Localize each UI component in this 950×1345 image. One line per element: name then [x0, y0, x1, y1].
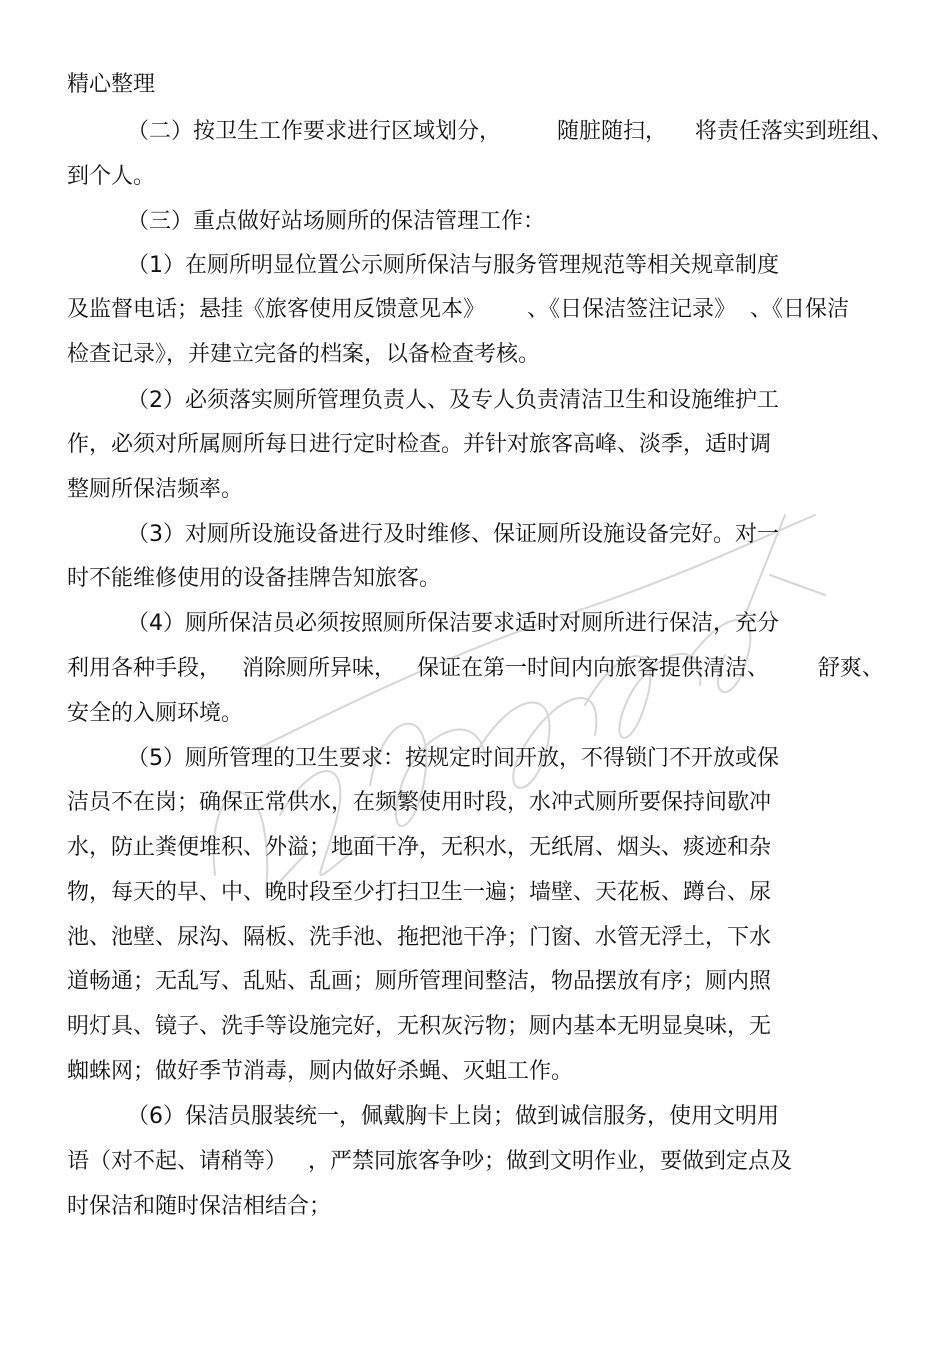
paragraph-line: 时保洁和随时保洁相结合； — [67, 1194, 332, 1219]
paragraph-line: 利用各种手段， 消除厕所异味， 保证在第一时间内向旅客提供清洁、 舒爽、 — [67, 656, 884, 681]
paragraph-line: 检查记录》，并建立完备的档案，以备检查考核。 — [67, 342, 541, 367]
paragraph-line: （三）重点做好站场厕所的保洁管理工作： — [127, 209, 546, 234]
paragraph-line: 作，必须对所属厕所每日进行定时检查。并针对旅客高峰、淡季，适时调 — [67, 432, 772, 457]
paragraph-line: 洁员不在岗；确保正常供水，在频繁使用时段，水冲式厕所要保持间歇冲 — [67, 790, 772, 815]
paragraph-line: 整厕所保洁频率。 — [67, 477, 244, 502]
paragraph-line: （4）厕所保洁员必须按照厕所保洁要求适时对厕所进行保洁，充分 — [127, 611, 779, 636]
paragraph-line: 蜘蛛网；做好季节消毒，厕内做好杀蝇、灭蛆工作。 — [67, 1059, 574, 1084]
paragraph-line: 物，每天的早、中、晚时段至少打扫卫生一遍；墙壁、天花板、蹲台、尿 — [67, 880, 772, 905]
paragraph-line: 时不能维修使用的设备挂牌告知旅客。 — [67, 566, 442, 591]
paragraph-line: 道畅通；无乱写、乱贴、乱画；厕所管理间整洁，物品摆放有序；厕内照 — [67, 969, 772, 994]
paragraph-line: （5）厕所管理的卫生要求：按规定时间开放，不得锁门不开放或保 — [127, 746, 779, 771]
paragraph-line: 安全的入厕环境。 — [67, 701, 244, 726]
paragraph-line: 到个人。 — [67, 164, 156, 189]
paragraph-line: （6）保洁员服装统一，佩戴胸卡上岗；做到诚信服务，使用文明用 — [127, 1104, 779, 1129]
paragraph-line: 语（对不起、请稍等） ，严禁同旅客争吵；做到文明作业，要做到定点及 — [67, 1149, 792, 1174]
paragraph-line: （2）必须落实厕所管理负责人、及专人负责清洁卫生和设施维护工 — [127, 388, 779, 413]
paragraph-line: 明灯具、镜子、洗手等设施完好，无积灰污物；厕内基本无明显臭味，无 — [67, 1014, 772, 1039]
paragraph-line: 水，防止粪便堆积、外溢；地面干净，无积水，无纸屑、烟头、痰迹和杂 — [67, 835, 772, 860]
paragraph-line: 池、池壁、尿沟、隔板、洗手池、拖把池干净；门窗、水管无浮土，下水 — [67, 925, 772, 950]
paragraph-line: （1）在厕所明显位置公示厕所保洁与服务管理规范等相关规章制度 — [127, 253, 779, 278]
paragraph-line: （二）按卫生工作要求进行区域划分， 随脏随扫， 将责任落实到班组、 — [127, 119, 893, 144]
paragraph-line: （3）对厕所设施设备进行及时维修、保证厕所设施设备完好。对一 — [127, 522, 779, 547]
paragraph-line: 及监督电话；悬挂《旅客使用反馈意见本》 、《日保洁签注记录》 、《日保洁 — [67, 297, 849, 322]
page-header: 精心整理 — [67, 72, 156, 97]
